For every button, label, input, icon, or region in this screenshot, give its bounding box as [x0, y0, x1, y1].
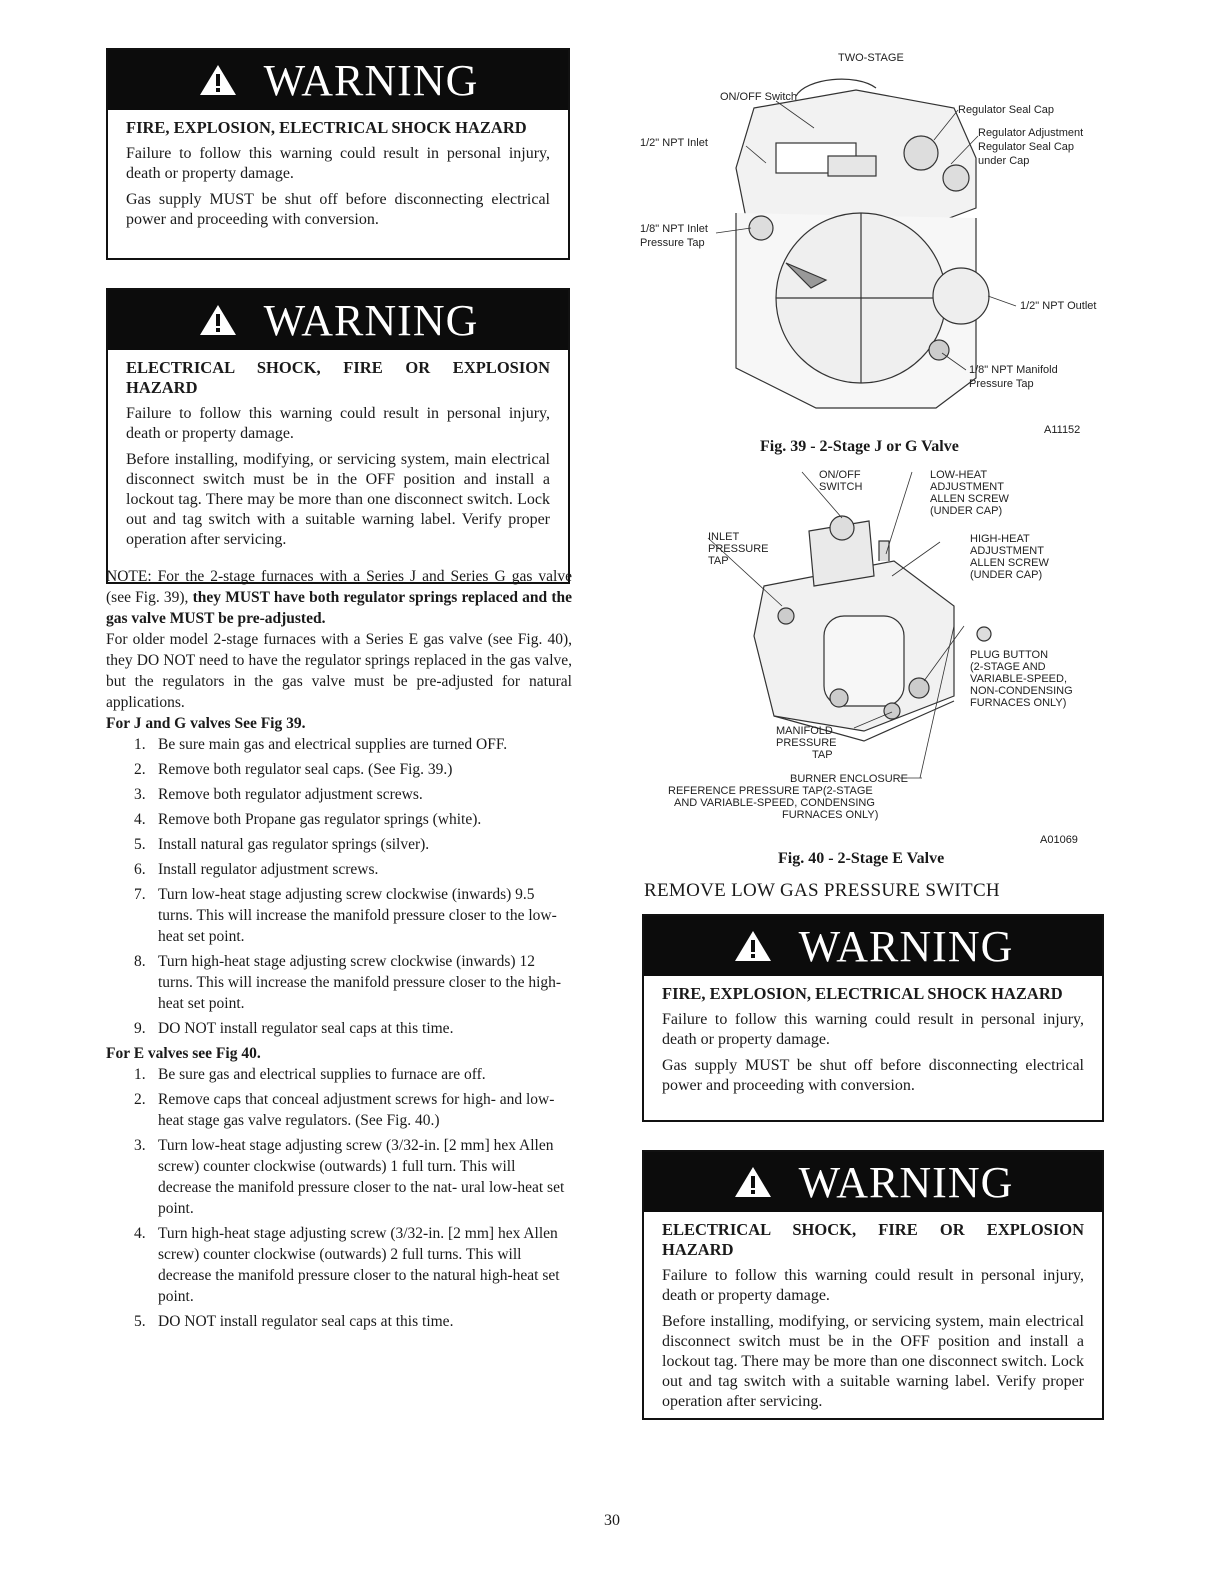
fig39-inlet-tap-label-2: Pressure Tap [640, 237, 705, 249]
list-item [106, 1311, 572, 1332]
fig40-high-label-3: ALLEN SCREW [970, 557, 1049, 569]
step-text: Remove both Propane gas regulator springs (white). [158, 811, 482, 828]
fig39-code: A11152 [1044, 424, 1081, 436]
warning-hazard: ELECTRICAL SHOCK, FIRE OR EXPLOSION HAZARD [662, 1220, 1084, 1259]
warning-text: Failure to follow this warning could result in personal injury, death or property damage. [126, 405, 550, 442]
fig40-high-label-2: ADJUSTMENT [970, 545, 1044, 557]
warning-hazard: FIRE, EXPLOSION, ELECTRICAL SHOCK HAZARD [662, 984, 1063, 1003]
warning-box-2 [106, 288, 570, 584]
list-item [106, 784, 572, 805]
jg-heading: For J and G valves See Fig 39. [106, 715, 306, 732]
step-number: 5. [134, 836, 146, 853]
fig39-top-label: TWO-STAGE [838, 52, 904, 64]
warning-box-1 [106, 48, 570, 260]
warning-title: WARNING [263, 55, 479, 105]
step-text: DO NOT install regulator seal caps at this time. [158, 1020, 454, 1037]
list-item [106, 759, 572, 780]
figure-40-diagram [664, 466, 1104, 828]
step-text: Turn low-heat stage adjusting screw clockwise (inwards) 9.5 turns. This will increase the manifold pressure closer to the low-heat set point. [158, 886, 557, 945]
jg-steps [106, 734, 572, 1039]
fig39-manifold-label-2: Pressure Tap [969, 378, 1034, 390]
fig40-code: A01069 [1040, 834, 1078, 846]
fig39-reg-adj-label: Regulator Adjustment [978, 127, 1084, 139]
fig39-reg-seal-label: Regulator Seal Cap [958, 104, 1055, 116]
step-number: 9. [134, 1020, 146, 1037]
step-text: Remove both regulator seal caps. (See Fig. 39.) [158, 761, 453, 778]
fig40-low-label: LOW-HEAT [930, 469, 988, 481]
fig40-burner-label-2: REFERENCE PRESSURE TAP(2-STAGE [668, 785, 873, 797]
warning-triangle-icon [733, 929, 773, 963]
list-item [106, 884, 572, 947]
step-number: 3. [134, 1137, 146, 1154]
fig40-plug-label-3: VARIABLE-SPEED, [970, 673, 1067, 685]
warning-text: Gas supply MUST be shut off before disconnecting electrical power and proceeding with conversion. [126, 191, 550, 228]
step-text: Remove caps that conceal adjustment screws for high- and low-heat stage gas valve regulators. (See Fig. 40.) [158, 1091, 555, 1129]
fig40-onoff-label-2: SWITCH [819, 481, 863, 493]
step-number: 4. [134, 811, 146, 828]
fig40-burner-label-3: AND VARIABLE-SPEED, CONDENSING [674, 797, 875, 809]
valve-drawing-j-g [736, 79, 989, 408]
fig40-inlet-label: INLET [708, 531, 740, 543]
step-text: Be sure gas and electrical supplies to furnace are off. [158, 1066, 486, 1083]
step-number: 4. [134, 1225, 146, 1242]
list-item [106, 1064, 572, 1085]
list-item [106, 834, 572, 855]
warning-banner [644, 1152, 1102, 1212]
step-number: 5. [134, 1313, 146, 1330]
warning-title: WARNING [798, 1157, 1014, 1207]
step-text: Be sure main gas and electrical supplies are turned OFF. [158, 736, 508, 753]
warning-text: Failure to follow this warning could result in personal injury, death or property damage. [662, 1267, 1084, 1304]
fig40-manifold-label: MANIFOLD [776, 725, 833, 737]
fig39-caption: Fig. 39 - 2-Stage J or G Valve [760, 438, 959, 455]
step-text: Turn high-heat stage adjusting screw clockwise (inwards) 12 turns. This will increase the manifold pressure closer to the high-heat set point. [158, 953, 562, 1012]
step-number: 6. [134, 861, 146, 878]
figure-39-diagram [636, 48, 1106, 418]
warning-text: Before installing, modifying, or servicing system, main electrical disconnect switch must be in the OFF position and install a lockout tag. There may be more than one disconnect switch. Lock out and tag switch with a suitable warning label. Verify proper operation after servicing. [126, 451, 550, 548]
step-text: Install regulator adjustment screws. [158, 861, 379, 878]
fig40-plug-label-2: (2-STAGE AND [970, 661, 1046, 673]
step-number: 2. [134, 761, 146, 778]
list-item [106, 859, 572, 880]
list-item [106, 1135, 572, 1219]
list-item [106, 1223, 572, 1307]
fig40-burner-label: BURNER ENCLOSURE [790, 773, 908, 785]
warning-banner [108, 290, 568, 350]
fig39-outlet-label: 1/2" NPT Outlet [1020, 300, 1097, 312]
warning-box-4 [642, 1150, 1104, 1420]
fig39-reg-adj-label-3: under Cap [978, 155, 1030, 167]
warning-text: Before installing, modifying, or servicing system, main electrical disconnect switch must be in the OFF position and install a lockout tag. There may be more than one disconnect switch. Lock out and tag switch with a suitable warning label. Verify proper operation after servicing. [662, 1313, 1084, 1410]
warning-title: WARNING [263, 295, 479, 345]
list-item [106, 809, 572, 830]
fig40-high-label: HIGH-HEAT [970, 533, 1030, 545]
note-label: NOTE [106, 568, 148, 585]
step-number: 1. [134, 736, 146, 753]
fig40-manifold-label-3: TAP [812, 749, 833, 761]
fig39-onoff-label: ON/OFF Switch [720, 91, 798, 103]
step-text: Turn low-heat stage adjusting screw (3/32-in. [2 mm] hex Allen screw) counter clockwise (outwards) 1 full turn. This will decrease the manifold pressure closer to the nat- ural low-heat set point. [158, 1137, 565, 1217]
step-text: Turn high-heat stage adjusting screw (3/32-in. [2 mm] hex Allen screw) counter clockwise (outwards) 2 full turns. This will decrease the manifold pressure closer to the natural high-heat set point. [158, 1225, 560, 1305]
step-text: Install natural gas regulator springs (silver). [158, 836, 430, 853]
fig40-plug-label-5: FURNACES ONLY) [970, 697, 1067, 709]
note-bold-text: they MUST have both regulator springs replaced and the gas valve MUST be pre-adjusted. [106, 589, 572, 627]
list-item [106, 1018, 572, 1039]
warning-banner [108, 50, 568, 110]
warning-triangle-icon [198, 63, 238, 97]
warning-triangle-icon [198, 303, 238, 337]
e-steps [106, 1064, 572, 1332]
warning-title: WARNING [798, 921, 1014, 971]
page-number: 30 [604, 1512, 620, 1529]
fig39-reg-adj-label-2: Regulator Seal Cap [978, 141, 1075, 153]
e-heading: For E valves see Fig 40. [106, 1045, 261, 1062]
list-item [106, 951, 572, 1014]
note-paragraph-2: For older model 2-stage furnaces with a Series E gas valve (see Fig. 40), they DO NOT need to have the regulator springs replaced in the gas valve, but the regulators in the gas valve must be pre-adjusted for natural applications. [106, 631, 572, 711]
fig40-low-label-4: (UNDER CAP) [930, 505, 1003, 517]
fig40-inlet-label-2: PRESSURE [708, 543, 769, 555]
fig40-low-label-3: ALLEN SCREW [930, 493, 1009, 505]
warning-hazard: FIRE, EXPLOSION, ELECTRICAL SHOCK HAZARD [126, 118, 527, 137]
fig39-inlet-label: 1/2" NPT Inlet [640, 137, 708, 149]
list-item [106, 1089, 572, 1131]
fig39-inlet-tap-label: 1/8" NPT Inlet [640, 223, 708, 235]
step-number: 8. [134, 953, 146, 970]
fig40-plug-label: PLUG BUTTON [970, 649, 1049, 661]
section-heading: REMOVE LOW GAS PRESSURE SWITCH [644, 880, 1000, 901]
fig40-inlet-label-3: TAP [708, 555, 729, 567]
left-column-body [106, 566, 572, 1336]
warning-text: Failure to follow this warning could result in personal injury, death or property damage. [126, 145, 550, 182]
step-text: Remove both regulator adjustment screws. [158, 786, 423, 803]
step-number: 1. [134, 1066, 146, 1083]
fig40-high-label-4: (UNDER CAP) [970, 569, 1043, 581]
note-paragraph [106, 566, 572, 629]
fig40-plug-label-4: NON-CONDENSING [970, 685, 1073, 697]
warning-text: Gas supply MUST be shut off before disconnecting electrical power and proceeding with conversion. [662, 1057, 1084, 1094]
step-number: 2. [134, 1091, 146, 1108]
fig40-burner-label-4: FURNACES ONLY) [782, 809, 879, 821]
warning-box-3 [642, 914, 1104, 1122]
fig40-manifold-label-2: PRESSURE [776, 737, 837, 749]
step-number: 7. [134, 886, 146, 903]
note-text: : For the 2-stage furnaces with a Series J and Series G gas valve (see Fig. 39), [106, 568, 572, 606]
warning-banner [644, 916, 1102, 976]
fig40-onoff-label: ON/OFF [819, 469, 861, 481]
warning-hazard: ELECTRICAL SHOCK, FIRE OR EXPLOSION HAZARD [126, 358, 550, 397]
warning-triangle-icon [733, 1165, 773, 1199]
valve-drawing-e [754, 516, 991, 741]
fig40-caption: Fig. 40 - 2-Stage E Valve [778, 850, 945, 867]
list-item [106, 734, 572, 755]
fig40-low-label-2: ADJUSTMENT [930, 481, 1004, 493]
fig39-manifold-label: 1/8" NPT Manifold [969, 364, 1058, 376]
warning-text: Failure to follow this warning could result in personal injury, death or property damage. [662, 1011, 1084, 1048]
step-text: DO NOT install regulator seal caps at this time. [158, 1313, 454, 1330]
step-number: 3. [134, 786, 146, 803]
